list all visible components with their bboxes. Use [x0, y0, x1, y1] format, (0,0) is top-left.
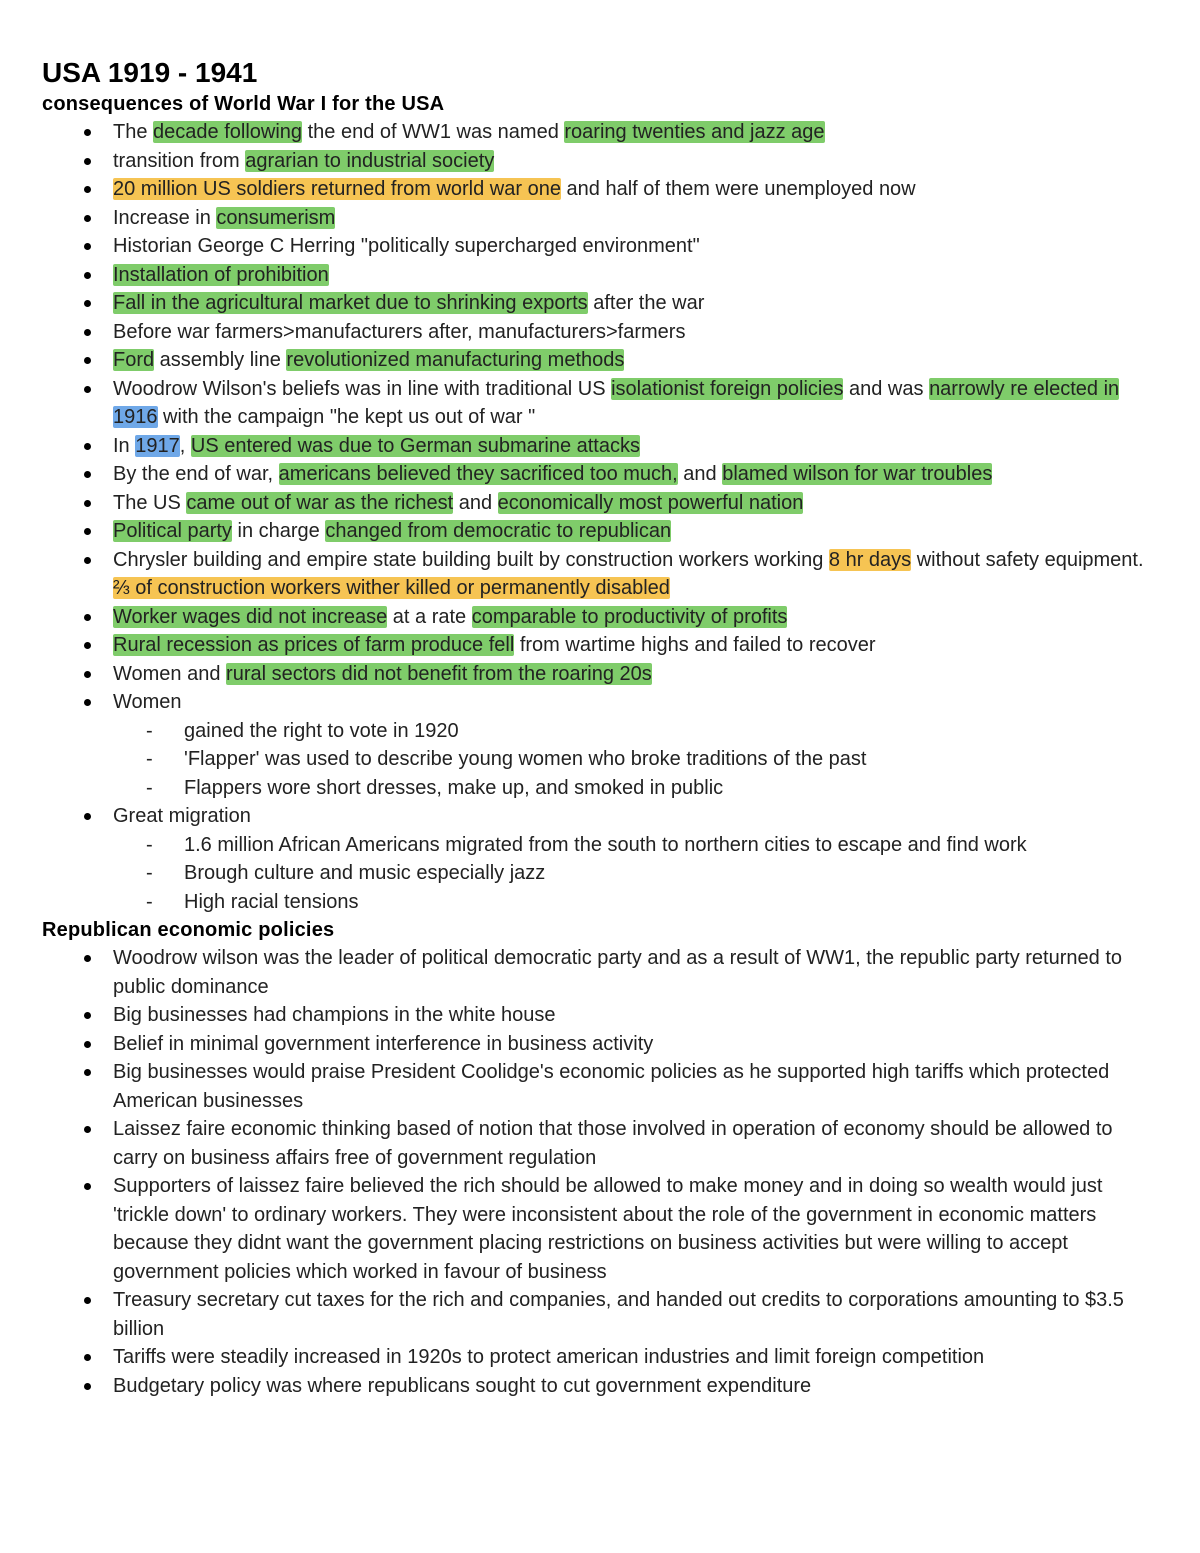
highlighted-text: decade following: [153, 121, 303, 143]
bullet-icon: [84, 215, 91, 222]
list-item: [42, 261, 1162, 290]
sub-list-item: [42, 774, 1162, 803]
bullet-icon: [84, 1383, 91, 1390]
item-text: Laissez faire economic thinking based of notion that those involved in operation of economy should be allowed to carry on business affairs free of government regulation: [113, 1118, 1113, 1169]
highlighted-text: roaring twenties and jazz age: [564, 121, 825, 143]
item-text: Great migration: [113, 805, 251, 827]
highlighted-text: comparable to productivity of profits: [471, 605, 788, 628]
highlighted-text: narrowly re elected in: [929, 377, 1120, 400]
item-text: the end of WW1 was named: [302, 121, 565, 143]
bullet-icon: [84, 1126, 91, 1133]
sub-list-item: [42, 859, 1162, 888]
bullet-icon: [84, 1183, 91, 1190]
list-item: [42, 489, 1162, 518]
item-text: Women: [113, 691, 182, 713]
list-item: [42, 1286, 1162, 1343]
list-item: [42, 1030, 1162, 1059]
item-text: with the campaign "he kept us out of war ": [157, 406, 536, 428]
sub-item-text: Brough culture and music especially jazz: [184, 862, 546, 884]
item-text: and: [453, 491, 498, 514]
bullet-icon: [84, 557, 91, 564]
bullet-icon: [84, 329, 91, 336]
section-heading-republican: Republican economic policies: [42, 919, 335, 941]
bullet-icon: [84, 386, 91, 393]
sub-list-item: [42, 745, 1162, 774]
bullet-icon: [84, 1297, 91, 1304]
item-text: By the end of war,: [113, 463, 279, 485]
bullet-icon: [84, 671, 91, 678]
highlighted-text: 20 million US soldiers returned from world war one: [113, 178, 561, 200]
bullet-icon: [84, 243, 91, 250]
bullet-icon: [84, 1354, 91, 1361]
sub-item-text: Flappers wore short dresses, make up, and smoked in public: [184, 776, 724, 799]
highlighted-text: blamed wilson for war troubles: [722, 463, 993, 485]
dash-bullet-icon: -: [146, 890, 153, 913]
dash-bullet-icon: -: [146, 776, 153, 799]
list-item: [42, 175, 1162, 204]
highlighted-text: Ford: [113, 349, 155, 371]
bullet-icon: [84, 300, 91, 307]
bullet-icon: [84, 186, 91, 193]
sub-item-text: 'Flapper' was used to describe young women who broke traditions of the past: [184, 748, 867, 770]
bullet-icon: [84, 614, 91, 621]
dash-bullet-icon: -: [146, 833, 153, 856]
sub-list: [113, 717, 1162, 803]
item-text: The US: [113, 491, 187, 514]
republican-policies-list: [42, 944, 1162, 1400]
list-item: [42, 631, 1162, 660]
sub-list: [113, 831, 1162, 917]
item-text: Woodrow wilson was the leader of political democratic party and as a result of WW1, the republic party returned to public dominance: [113, 947, 1122, 998]
section-heading-consequences: consequences of World War I for the USA: [42, 93, 445, 115]
dash-bullet-icon: -: [146, 748, 153, 770]
list-item: [42, 660, 1162, 689]
document-title: USA 1919 - 1941: [42, 57, 258, 88]
sub-list-item: [42, 831, 1162, 860]
list-item: [42, 289, 1162, 318]
list-item: [42, 318, 1162, 347]
dash-bullet-icon: -: [146, 719, 153, 742]
bullet-icon: [84, 813, 91, 820]
list-item: [42, 546, 1162, 603]
item-text: Budgetary policy was where republicans sought to cut government expenditure: [113, 1374, 812, 1397]
item-text: and: [677, 463, 723, 485]
list-item: [42, 1343, 1162, 1372]
sub-item-text: 1.6 million African Americans migrated from the south to northern cities to escape and find work: [184, 833, 1027, 856]
bullet-icon: [84, 357, 91, 364]
item-text: Before war farmers>manufacturers after, manufacturers>farmers: [113, 320, 686, 343]
highlighted-text: Installation of prohibition: [113, 263, 329, 286]
item-text: Treasury secretary cut taxes for the rich and companies, and handed out credits to corporations amounting to $3.5 billion: [113, 1289, 1124, 1340]
item-text: Supporters of laissez faire believed the rich should be allowed to make money and in doing so wealth would just 'trickle down' to ordinary workers. They were inconsistent about the role of the government in economic matters because they didnt want the government placing restrictions on business activities but were willing to accept government policies which worked in favour of business: [113, 1175, 1103, 1283]
bullet-icon: [84, 1069, 91, 1076]
item-text: from wartime highs and failed to recover: [514, 634, 876, 656]
list-item: [42, 346, 1162, 375]
highlighted-text: US entered was due to German submarine attacks: [190, 434, 640, 457]
item-text: in charge: [231, 520, 326, 542]
bullet-icon: [84, 955, 91, 962]
highlighted-text: economically most powerful nation: [497, 491, 804, 514]
sub-item-text: High racial tensions: [184, 890, 359, 913]
highlighted-text: 1916: [113, 406, 158, 428]
item-text: transition from: [113, 149, 246, 172]
highlighted-text: agrarian to industrial society: [245, 149, 495, 172]
highlighted-text: ⅔ of construction workers wither killed or permanently disabled: [113, 577, 670, 599]
item-text: after the war: [587, 292, 705, 314]
highlighted-text: came out of war as the richest: [186, 491, 454, 514]
highlighted-text: changed from democratic to republican: [325, 520, 672, 542]
item-text: In: [113, 434, 136, 457]
item-text: Historian George C Herring "politically supercharged environment": [113, 235, 700, 257]
list-item: [42, 688, 1162, 802]
bullet-icon: [84, 528, 91, 535]
highlighted-text: consumerism: [216, 206, 336, 229]
item-text: Women and: [113, 662, 227, 685]
item-text: without safety equipment.: [911, 548, 1144, 571]
highlighted-text: rural sectors did not benefit from the roaring 20s: [226, 662, 652, 685]
list-item: [42, 204, 1162, 233]
item-text: ,: [179, 434, 191, 457]
item-text: Chrysler building and empire state building built by construction workers working: [113, 548, 829, 571]
consequences-list: [42, 118, 1162, 916]
list-item: [42, 460, 1162, 489]
list-item: [42, 603, 1162, 632]
item-text: and half of them were unemployed now: [560, 178, 916, 200]
highlighted-text: isolationist foreign policies: [611, 377, 844, 400]
highlighted-text: americans believed they sacrificed too much,: [278, 463, 678, 485]
bullet-icon: [84, 642, 91, 649]
dash-bullet-icon: -: [146, 862, 153, 884]
bullet-icon: [84, 699, 91, 706]
list-item: [42, 802, 1162, 916]
list-item: [42, 1115, 1162, 1172]
item-text: Tariffs were steadily increased in 1920s to protect american industries and limit foreign competition: [113, 1346, 985, 1368]
highlighted-text: Political party: [113, 520, 232, 542]
list-item: [42, 1001, 1162, 1030]
bullet-icon: [84, 1041, 91, 1048]
sub-item-text: gained the right to vote in 1920: [184, 719, 459, 742]
highlighted-text: 1917: [135, 434, 180, 457]
item-text: Woodrow Wilson's beliefs was in line with traditional US: [113, 377, 612, 400]
highlighted-text: revolutionized manufacturing methods: [286, 349, 625, 371]
bullet-icon: [84, 500, 91, 507]
bullet-icon: [84, 1012, 91, 1019]
list-item: [42, 1172, 1162, 1286]
item-text: and was: [843, 377, 930, 400]
highlighted-text: 8 hr days: [828, 548, 912, 571]
sub-list-item: [42, 717, 1162, 746]
item-text: Big businesses would praise President Coolidge's economic policies as he supported high tariffs which protected American businesses: [113, 1061, 1110, 1112]
bullet-icon: [84, 272, 91, 279]
item-text: Big businesses had champions in the white house: [113, 1004, 556, 1026]
item-text: at a rate: [387, 605, 472, 628]
list-item: [42, 944, 1162, 1001]
list-item: [42, 147, 1162, 176]
item-text: The: [113, 121, 154, 143]
document-page: [42, 56, 1162, 1400]
list-item: [42, 232, 1162, 261]
bullet-icon: [84, 471, 91, 478]
list-item: [42, 1058, 1162, 1115]
bullet-icon: [84, 129, 91, 136]
item-text: assembly line: [154, 349, 287, 371]
highlighted-text: Rural recession as prices of farm produce fell: [113, 634, 515, 656]
list-item: [42, 517, 1162, 546]
item-text: Increase in: [113, 206, 217, 229]
list-item: [42, 1372, 1162, 1401]
highlighted-text: Fall in the agricultural market due to shrinking exports: [113, 292, 588, 314]
list-item: [42, 118, 1162, 147]
bullet-icon: [84, 158, 91, 165]
item-text: Belief in minimal government interference in business activity: [113, 1032, 654, 1055]
list-item: [42, 432, 1162, 461]
sub-list-item: [42, 888, 1162, 917]
highlighted-text: Worker wages did not increase: [113, 605, 388, 628]
bullet-icon: [84, 443, 91, 450]
list-item: [42, 375, 1162, 432]
